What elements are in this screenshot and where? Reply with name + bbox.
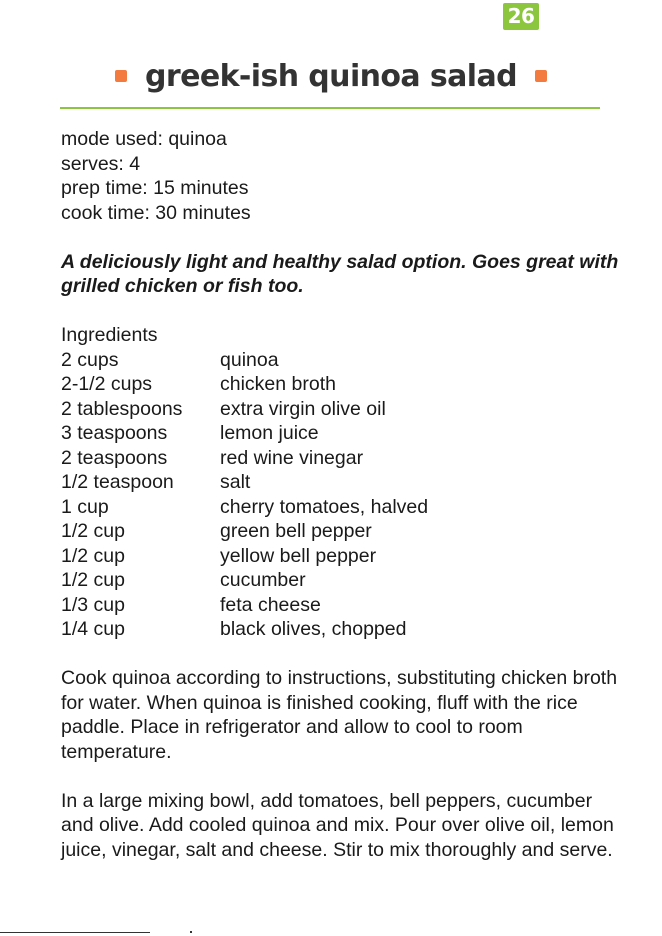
ingredients-heading: Ingredients [61, 324, 158, 346]
ingredient-qty: 1/2 cup [61, 569, 125, 591]
footer-mark [190, 931, 192, 933]
ingredient-qty: 2 teaspoons [61, 446, 168, 469]
ingredient-row [61, 348, 621, 373]
ingredient-row [61, 470, 621, 495]
ingredient-row [61, 593, 621, 618]
ingredient-qty: 1/2 teaspoon [61, 471, 174, 493]
recipe-title: greek-ish quinoa salad [145, 58, 517, 94]
ingredient-row [61, 544, 621, 569]
ingredient-qty: 1/3 cup [61, 593, 125, 616]
orange-square-bullet-icon [535, 70, 547, 82]
ingredient-item: salt [220, 471, 251, 493]
ingredient-qty: 1/2 cup [61, 520, 125, 542]
ingredient-row [61, 519, 621, 544]
recipe-meta [61, 127, 621, 225]
ingredient-qty: 3 teaspoons [61, 422, 168, 444]
ingredient-qty: 2-1/2 cups [61, 373, 153, 395]
ingredient-row [61, 372, 621, 397]
meta-prep-time: prep time: 15 minutes [61, 177, 249, 199]
ingredient-item: lemon juice [220, 422, 319, 444]
ingredient-row [61, 617, 621, 642]
ingredient-item: black olives, chopped [220, 618, 407, 640]
ingredient-row [61, 495, 621, 520]
ingredients-list [61, 323, 621, 642]
footer-rule [0, 932, 150, 933]
meta-mode: mode used: quinoa [61, 128, 227, 150]
ingredient-qty: 2 tablespoons [61, 397, 183, 420]
title-row [0, 54, 662, 98]
ingredient-item: cherry tomatoes, halved [220, 495, 429, 518]
ingredient-item: red wine vinegar [220, 446, 364, 469]
ingredient-item: feta cheese [220, 593, 321, 616]
orange-square-bullet-icon [115, 70, 127, 82]
ingredient-row [61, 421, 621, 446]
instruction-paragraph: Cook quinoa according to instructions, substituting chicken broth for water. When quinoa is finished cooking, fluff with the rice paddle. Place in refrigerator and allow to cool to room temperature. [61, 667, 618, 763]
ingredient-item: quinoa [220, 348, 279, 371]
ingredient-row [61, 446, 621, 471]
ingredient-row [61, 568, 621, 593]
title-divider [60, 107, 600, 109]
recipe-content [61, 127, 621, 862]
ingredient-item: extra virgin olive oil [220, 397, 386, 420]
recipe-intro: A deliciously light and healthy salad option. Goes great with grilled chicken or fish too. [61, 250, 619, 297]
meta-cook-time: cook time: 30 minutes [61, 201, 251, 224]
ingredient-item: cucumber [220, 569, 306, 591]
instruction-paragraph: In a large mixing bowl, add tomatoes, bell peppers, cucumber and olive. Add cooled quinoa and mix. Pour over olive oil, lemon juice, vinegar, salt and cheese. Stir to mix thoroughly and serve. [61, 789, 614, 861]
ingredient-qty: 1 cup [61, 495, 109, 518]
ingredient-qty: 2 cups [61, 348, 119, 371]
ingredient-item: green bell pepper [220, 520, 372, 542]
ingredient-row [61, 397, 621, 422]
page-number-badge: 26 [503, 3, 539, 30]
ingredient-qty: 1/4 cup [61, 618, 125, 640]
meta-serves: serves: 4 [61, 152, 141, 175]
ingredient-item: yellow bell pepper [220, 544, 377, 567]
ingredient-item: chicken broth [220, 373, 336, 395]
ingredient-qty: 1/2 cup [61, 544, 125, 567]
